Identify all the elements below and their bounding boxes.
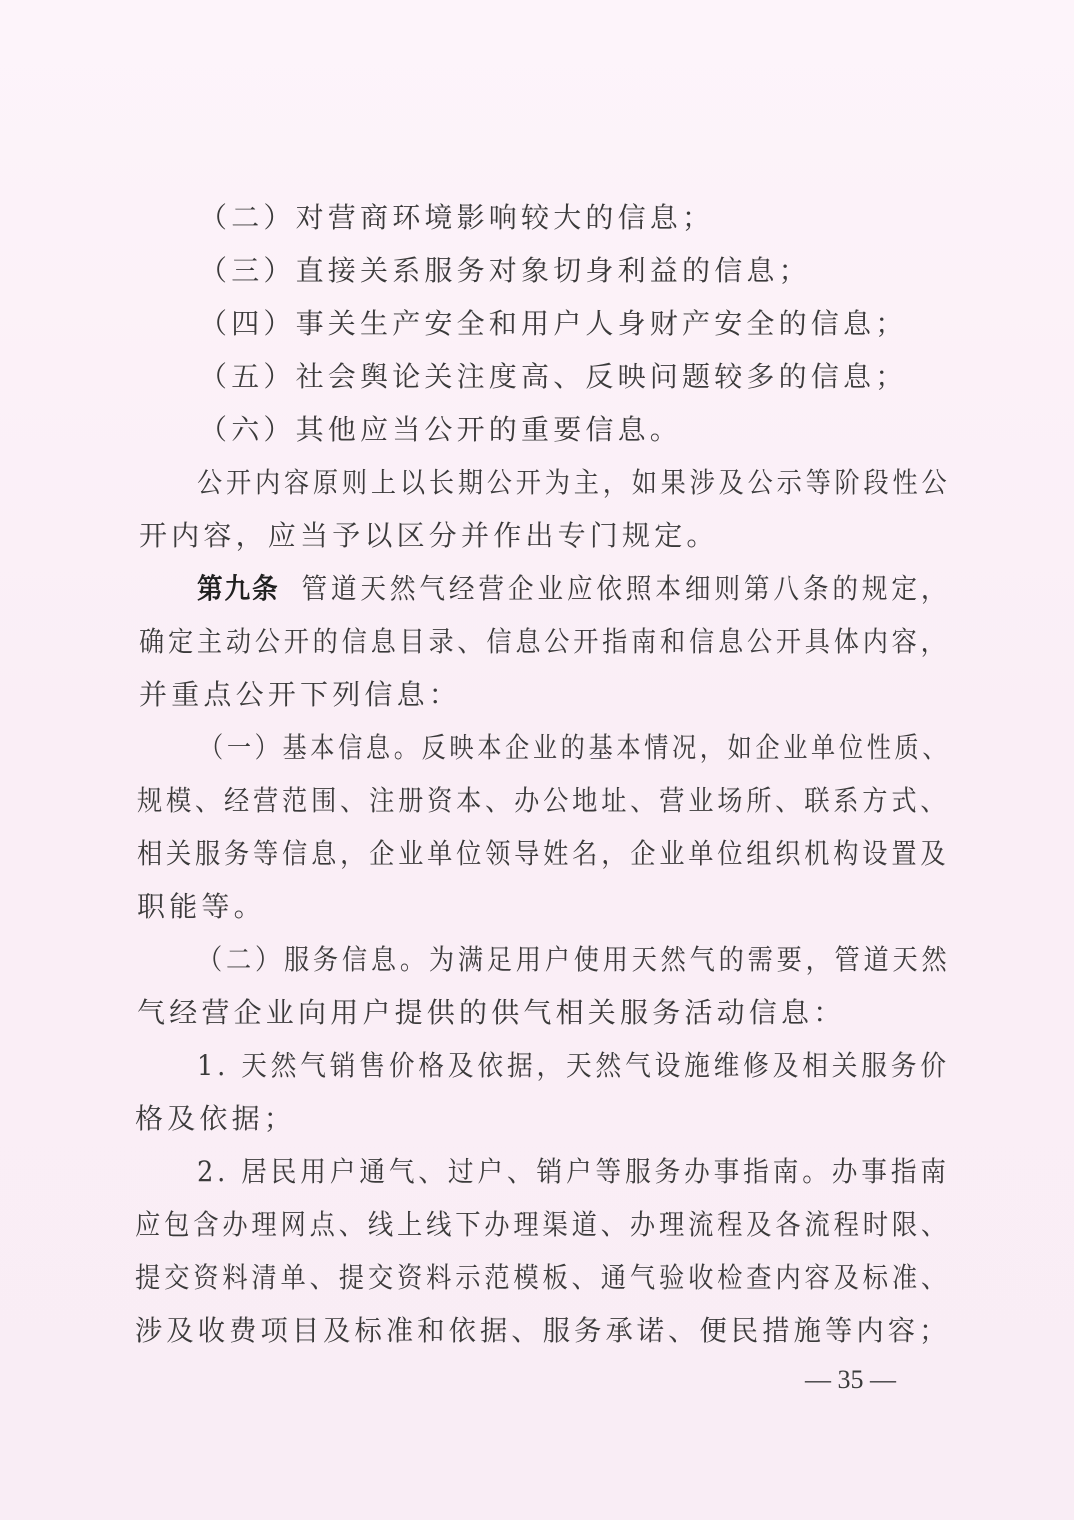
text-line-12: 规模、经营范围、注册资本、办公地址、营业场所、联系方式、	[137, 784, 950, 817]
text-line-18: 格及依据；	[135, 1102, 297, 1135]
text-line-1: （二）对营商环境影响较大的信息；	[199, 201, 715, 234]
text-line-15: （二）服务信息。为满足用户使用天然气的需要，管道天然	[197, 943, 951, 976]
text-line-17: 1. 天然气销售价格及依据，天然气设施维修及相关服务价	[197, 1049, 950, 1082]
article-9-line	[197, 569, 950, 609]
text-line-11: （一）基本信息。反映本企业的基本情况，如企业单位性质、	[199, 731, 951, 764]
text-line-10: 并重点公开下列信息：	[139, 678, 462, 711]
text-line-2: （三）直接关系服务对象切身利益的信息；	[199, 254, 811, 287]
text-line-7: 开内容，应当予以区分并作出专门规定。	[139, 519, 719, 552]
text-line-16: 气经营企业向用户提供的供气相关服务活动信息：	[137, 996, 846, 1029]
text-line-22: 涉及收费项目及标准和依据、服务承诺、便民措施等内容；	[135, 1314, 951, 1347]
text-line-20: 应包含办理网点、线上线下办理渠道、办理流程及各流程时限、	[135, 1208, 951, 1241]
text-line-5: （六）其他应当公开的重要信息。	[199, 413, 683, 446]
page-number: — 35 —	[805, 1365, 896, 1394]
text-line-13: 相关服务等信息，企业单位领导姓名，企业单位组织机构设置及	[137, 837, 950, 870]
text-line-19: 2. 居民用户通气、过户、销户等服务办事指南。办事指南	[197, 1155, 950, 1188]
text-line-21: 提交资料清单、提交资料示范模板、通气验收检查内容及标准、	[135, 1261, 951, 1294]
text-line-6: 公开内容原则上以长期公开为主，如果涉及公示等阶段性公	[197, 466, 951, 499]
article-heading: 第九条	[197, 572, 280, 605]
text-line-9: 确定主动公开的信息目录、信息公开指南和信息公开具体内容，	[139, 625, 950, 658]
text-line-3: （四）事关生产安全和用户人身财产安全的信息；	[199, 307, 908, 340]
text-line-4: （五）社会舆论关注度高、反映问题较多的信息；	[199, 360, 908, 393]
text-line-14: 职能等。	[137, 890, 266, 923]
article-text: 管道天然气经营企业应依照本细则第八条的规定，	[301, 572, 951, 605]
